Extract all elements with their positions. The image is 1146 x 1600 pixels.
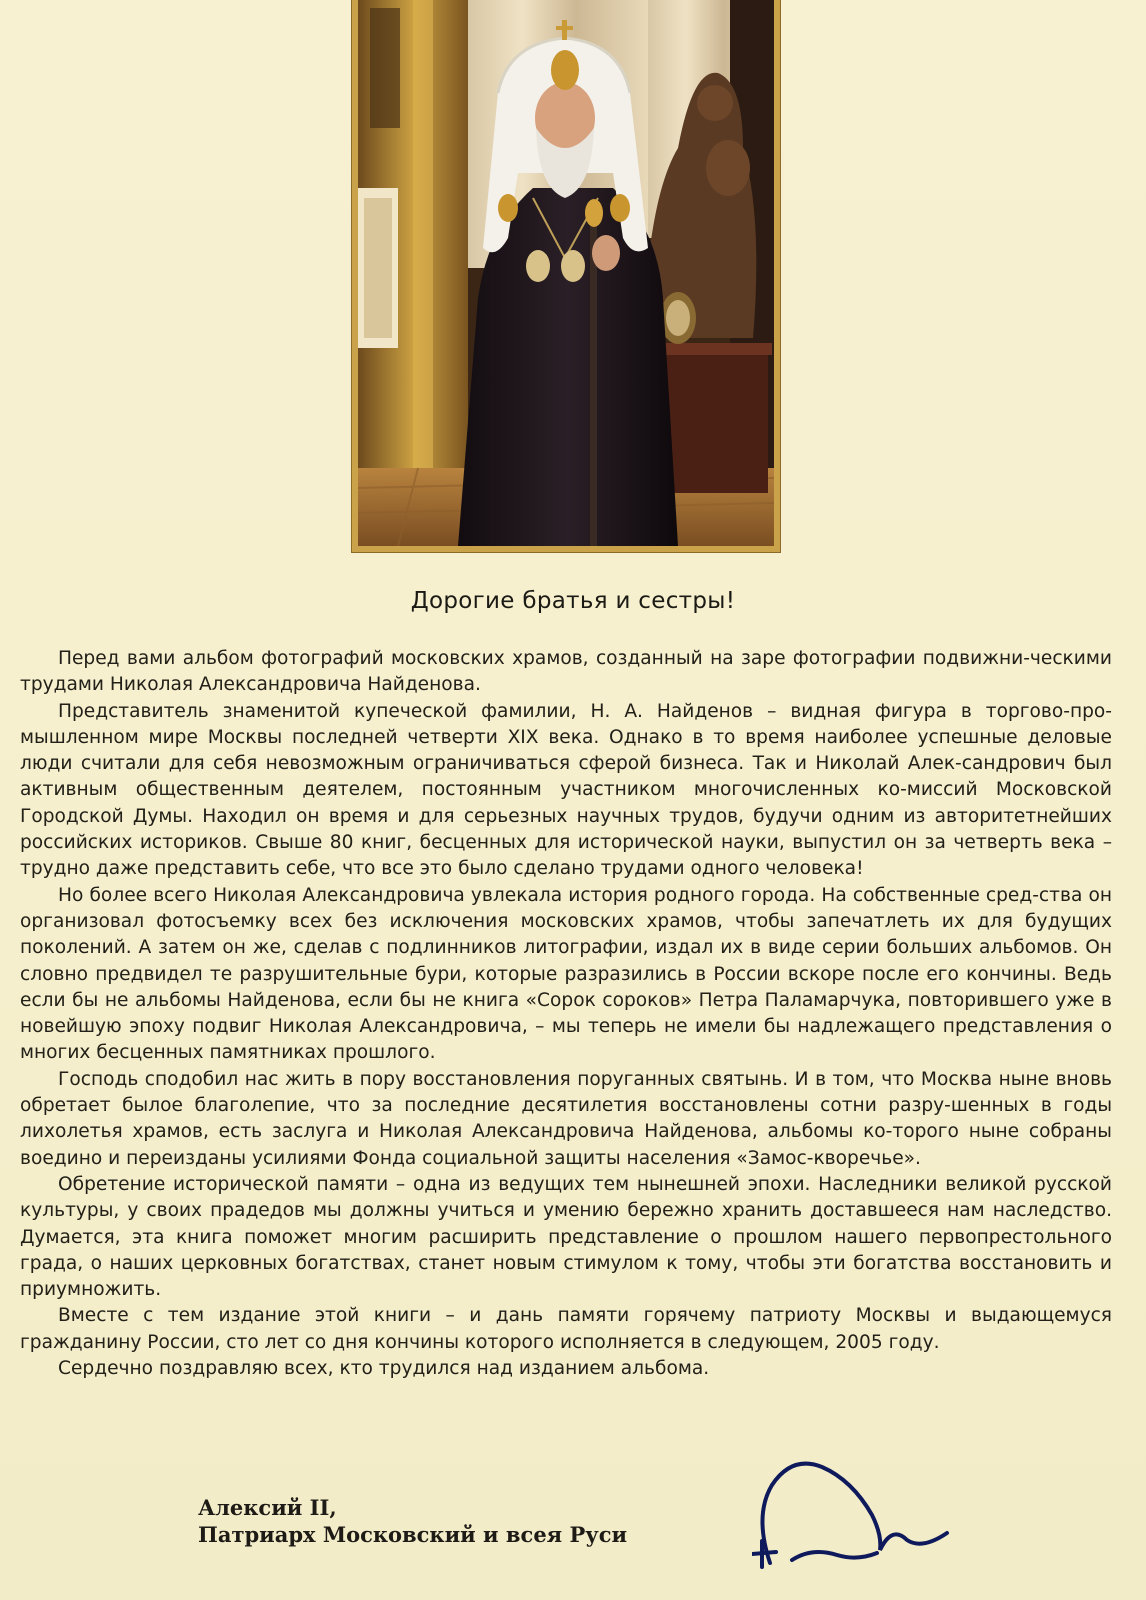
paragraph-7: Сердечно поздравляю всех, кто трудился над изданием альбома.	[58, 1358, 710, 1380]
paragraph-6: Вместе с тем издание этой книги – и дань памяти горячему патриоту Москвы и выдающемуся гражданину России, сто лет со дня кончины которого исполняется в следующем, 2005 году.	[20, 1305, 1112, 1353]
paragraph-2: Представитель знаменитой купеческой фамилии, Н. А. Найденов – видная фигура в торгово-про-мышленном мире Москвы последней четверти XIX века. Однако в то время наиболее успешные деловые люди считали для себя невозможным ограничиваться сферой бизнеса. Так и Николай Алек-сандрович был активным общественным деятелем, постоянным участником многочисленных ко-миссий Московской Городской Думы. Находил он время и для серьезных научных трудов, будучи одним из авторитетнейших российских историков. Свыше 80 книг, бесценных для исторической науки, выпустил он за четверть века – трудно даже представить себе, что все это было сделано трудами одного человека!	[20, 700, 1112, 880]
letter-body	[20, 646, 1112, 1382]
paragraph-3: Но более всего Николая Александровича увлекала история родного города. На собственные сред-ства он организовал фотосъемку всех без исключения московских храмов, чтобы запечатлеть их для будущих поколений. А затем он же, сделав с подлинников литографии, издал их в виде серии больших альбомов. Он словно предвидел те разрушительные бури, которые разразились в России вскоре после его кончины. Ведь если бы не альбомы Найденова, если бы не книга «Сорок сороков» Петра Паламарчука, повторившего уже в новейшую эпоху подвиг Николая Александровича, – мы теперь не имели бы надлежащего представления о многих бесценных памятниках прошлого.	[20, 884, 1112, 1064]
portrait-illustration	[358, 0, 774, 546]
letter-heading: Дорогие братья и сестры!	[410, 588, 736, 614]
handwritten-signature	[752, 1455, 952, 1570]
portrait-photo	[358, 0, 774, 546]
paragraph-1: Перед вами альбом фотографий московских храмов, созданный на заре фотографии подвижни-ческими трудами Николая Александровича Найденова.	[20, 648, 1112, 696]
paragraph-5: Обретение исторической памяти – одна из ведущих тем нынешней эпохи. Наследники великой русской культуры, у своих прадедов мы должны учиться и умению бережно хранить доставшееся нам наследство. Думается, эта книга поможет многим расширить представление о прошлом нашего первопрестольного града, о наших церковных богатствах, станет новым стимулом к тому, чтобы эти богатства восстановить и приумножить.	[20, 1173, 1112, 1301]
signatory-name: Алексий II,	[198, 1495, 337, 1520]
paragraph-4: Господь сподобил нас жить в пору восстановления поруганных святынь. И в том, что Москва ныне вновь обретает былое благолепие, что за последние десятилетия восстановлены сотни разру-шенных в годы лихолетья храмов, есть заслуга и Николая Александровича Найденова, альбомы ко-торого ныне собраны воедино и переизданы усилиями Фонда социальной защиты населения «Замос-кворечье».	[20, 1068, 1112, 1169]
signature-block	[198, 1494, 627, 1548]
portrait-photo-frame	[352, 0, 780, 552]
signatory-title: Патриарх Московский и всея Руси	[198, 1522, 628, 1547]
